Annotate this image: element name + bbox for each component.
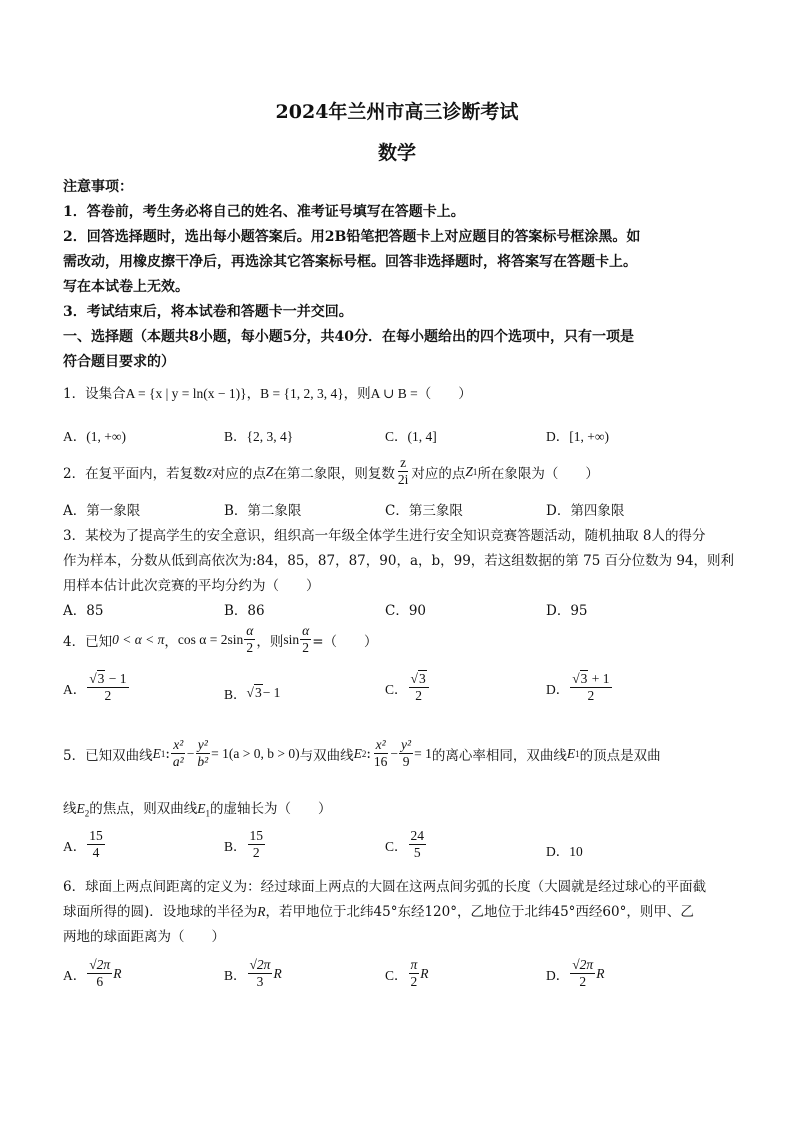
notice-item-2-end: 写在本试卷上无效。	[63, 279, 189, 295]
q5-a2: a²	[172, 754, 184, 770]
q4-a-rest: − 1	[105, 671, 127, 686]
q1-stem-a: 1．设集合	[63, 386, 126, 402]
q5-x2-b: x²	[374, 738, 388, 754]
q6-option-d[interactable]	[546, 958, 604, 989]
q4-option-a[interactable]	[63, 672, 130, 703]
notice-item-3: 3．考试结束后，将本试卷和答题卡一并交回。	[63, 304, 353, 320]
q4-a-root: 3	[97, 671, 105, 686]
section-heading: 一、选择题（本题共8小题，每小题5分，共40分．在每小题给出的四个选项中，只有一项是	[63, 329, 634, 345]
q4-option-d[interactable]	[546, 672, 613, 703]
q4-d-den: 2	[587, 688, 595, 704]
q4-d-fraction: $\frac{√3 + 1}{2}$	[572, 671, 610, 704]
q4-two-1: 2	[246, 640, 254, 656]
q5-option-a[interactable]	[63, 829, 106, 860]
q1-option-b[interactable]: B．{2, 3, 4}	[224, 429, 294, 444]
q5-e2-b: E	[76, 801, 85, 816]
q6-option-a[interactable]	[63, 958, 121, 989]
q4-sin: sin	[283, 631, 300, 647]
q5-option-d[interactable]	[546, 840, 583, 860]
q4-stem-b: ，	[164, 633, 178, 650]
q6-d-R: R	[596, 965, 605, 981]
q2-option-b[interactable]: B．第二象限	[224, 503, 302, 519]
q5-cond: = 1(a > 0, b > 0)	[211, 745, 300, 761]
q6-c-den: 2	[410, 974, 418, 990]
q6-d-label: D．	[546, 967, 570, 983]
q6-b-fraction	[248, 958, 273, 989]
notice-item-2-cont: 需改动，用橡皮擦干净后，再选涂其它答案标号框。回答非选择题时，将答案写在答题卡上。	[63, 254, 637, 270]
q2-z: z	[206, 463, 212, 479]
q2-fraction	[396, 456, 411, 487]
q6-option-b[interactable]	[224, 958, 282, 989]
notice-item-2: 2．回答选择题时，选出每小题答案后。用2B铅笔把答题卡上对应题目的答案标号框涂黑。如	[63, 229, 641, 245]
q6-a-den: 6	[96, 974, 104, 990]
q4-b-rest: − 1	[262, 685, 281, 700]
q4-a-fraction: $\frac{√3 - 1}{2}$	[89, 671, 127, 704]
q5-b-fraction	[248, 829, 266, 860]
q5-d-label: D．	[546, 844, 570, 859]
q6-d-fraction	[570, 958, 595, 989]
q5-sub2-b: 2	[84, 808, 90, 819]
q2-stem-b: 对应的点	[211, 465, 266, 482]
q1-stem-b: ，则	[343, 386, 371, 402]
q6-c-num: π	[409, 958, 420, 974]
notice-item-1: 1．答卷前，考生务必将自己的姓名、准考证号填写在答题卡上。	[63, 204, 465, 220]
question-4	[63, 624, 378, 655]
q4-stem-a: 4．已知	[63, 633, 113, 650]
q5-stem-d: 的顶点是双曲	[579, 747, 661, 764]
q5-d16: 16	[373, 754, 388, 770]
q1-set-a: A = {x | y = ln(x − 1)}	[125, 386, 247, 401]
q5-frac-x-a	[171, 738, 186, 769]
q4-half-alpha-1	[244, 624, 255, 655]
question-6-line-3: 两地的球面距离为（ ）	[63, 929, 225, 945]
question-1	[63, 382, 472, 402]
q5-line2-b: 的焦点，则双曲线	[89, 801, 198, 817]
q5-c-num: 24	[409, 829, 427, 845]
q2-stem-d: 对应的点	[411, 465, 466, 482]
q3-option-b[interactable]: B．86	[224, 603, 265, 619]
q6-a-label: A．	[63, 967, 87, 983]
q5-c-den: 5	[413, 845, 421, 861]
q4-b-label: B．	[224, 687, 247, 702]
q6-a-fraction	[87, 958, 112, 989]
q5-b2: b²	[197, 754, 209, 770]
q6-R: R	[257, 904, 266, 919]
q1-union: A ∪ B =	[370, 386, 418, 401]
q4-option-b[interactable]: B． √3 − 1	[224, 685, 281, 702]
q5-y2: y²	[196, 738, 210, 754]
exam-subject: 数学	[377, 142, 416, 164]
q6-d-den: 2	[579, 974, 587, 990]
q2-option-a[interactable]: A．第一象限	[63, 503, 141, 519]
q3-option-c[interactable]: C．90	[385, 603, 427, 619]
question-3: 3．某校为了提高学生的安全意识，组织高一年级全体学生进行安全知识竞赛答题活动，随机抽取 8人的得分	[63, 528, 706, 544]
q5-stem-b: 与双曲线	[299, 747, 354, 764]
q5-c-label: C．	[385, 838, 408, 854]
q5-b-den: 2	[252, 845, 260, 861]
q4-alpha-1: α	[244, 624, 255, 640]
q5-line2-c: 的虚轴长为（ ）	[210, 801, 332, 817]
q5-e2: E	[353, 745, 362, 761]
q2-point-z: Z	[265, 463, 274, 479]
q5-stem-a: 5．已知双曲线	[63, 747, 153, 764]
q6-b-R: R	[273, 965, 282, 981]
q2-point-z1: Z	[465, 463, 473, 479]
q4-eq-left: cos α = 2sin	[177, 631, 244, 647]
q2-stem-c: 在第二象限，则复数	[273, 465, 395, 482]
q5-eq1: = 1	[414, 745, 432, 761]
q4-a-label: A．	[63, 681, 87, 697]
q3-option-d[interactable]: D．95	[546, 603, 588, 619]
q5-x2: x²	[171, 738, 185, 754]
q5-e1-b: E	[566, 745, 576, 761]
q4-d-label: D．	[546, 681, 570, 697]
q5-frac-y-9	[399, 738, 413, 769]
q1-set-b: ，B = {1, 2, 3, 4}	[246, 386, 344, 401]
q4-c-den: 2	[415, 688, 422, 704]
question-2: 2．在复平面内，若复数 z 对应的点 Z 在第二象限，则复数 $\frac{z}{2i}$ 对应的点 Z 1 所在象限为（ ）	[63, 455, 599, 488]
q4-d-rest: + 1	[588, 671, 610, 686]
q4-d-root: 3	[580, 671, 588, 686]
q5-option-b[interactable]	[224, 829, 266, 860]
q6-c-R: R	[420, 965, 429, 981]
q4-c-label: C．	[385, 681, 408, 697]
q5-d9: 9	[402, 754, 410, 770]
q6-a-R: R	[113, 965, 122, 981]
q4-two-2: 2	[302, 640, 310, 656]
q6-c-label: C．	[385, 967, 408, 983]
q1-option-c[interactable]: C．(1, 4]	[385, 429, 437, 444]
q5-b-num: 15	[248, 829, 266, 845]
q6-line2-b: ，若甲地位于北纬45°东经120°，乙地位于北纬45°西经60°，则甲、乙	[265, 904, 694, 920]
q1-stem-c: （ ）	[417, 386, 472, 402]
q1-option-a[interactable]: A．(1, +∞)	[63, 429, 126, 444]
q5-b-label: B．	[224, 838, 247, 854]
q6-d-num: √2π	[570, 958, 595, 974]
q5-d-value: 10	[569, 844, 583, 859]
q2-option-c[interactable]: C．第三象限	[385, 503, 463, 519]
q2-frac-den: 2i	[397, 472, 409, 488]
q6-c-fraction	[409, 958, 420, 989]
q6-b-den: 3	[256, 974, 264, 990]
q1-option-d[interactable]: D．[1, +∞)	[546, 429, 609, 444]
q6-line2-a: 球面所得的圆)．设地球的半径为	[63, 904, 258, 920]
q4-c-root: 3	[418, 671, 426, 686]
q4-stem-c: ，则	[256, 633, 284, 650]
question-5-line-2	[63, 797, 332, 817]
q4-half-alpha-2	[300, 624, 311, 655]
q2-stem-e: 所在象限为（ ）	[477, 465, 599, 482]
q4-c-fraction: $\frac{√3}{2}$	[409, 672, 429, 703]
q6-option-c[interactable]	[385, 958, 429, 989]
q6-b-num: √2π	[248, 958, 273, 974]
q5-a-den: 4	[92, 845, 100, 861]
q5-frac-x-16	[372, 738, 390, 769]
question-6-line-2	[63, 900, 694, 920]
q5-e1-c: E	[197, 801, 206, 816]
q3-option-a[interactable]: A．85	[63, 603, 104, 619]
q2-frac-num: z	[398, 456, 408, 472]
q5-a-num: 15	[87, 829, 105, 845]
q4-range: 0 < α < π	[112, 631, 165, 647]
section-heading-cont: 符合题目要求的）	[63, 354, 175, 370]
q6-a-num: √2π	[87, 958, 112, 974]
q4-option-c[interactable]	[385, 672, 430, 703]
q5-stem-c: 的离心率相同，双曲线	[431, 747, 567, 764]
q5-e1: E	[152, 745, 161, 761]
exam-title: 2024年兰州市高三诊断考试	[275, 101, 519, 123]
question-3-line-3: 用样本估计此次竞赛的平均分约为（ ）	[63, 578, 320, 594]
question-6: 6．球面上两点间距离的定义为：经过球面上两点的大圆在这两点间劣弧的长度（大圆就是经过球心的平面截	[63, 879, 707, 895]
q5-a-label: A．	[63, 838, 87, 854]
q6-b-label: B．	[224, 967, 247, 983]
q2-stem-a: 2．在复平面内，若复数	[63, 465, 207, 482]
q5-c-fraction	[409, 829, 427, 860]
q5-option-c[interactable]	[385, 829, 427, 860]
q5-y2-b: y²	[399, 738, 413, 754]
q2-option-d[interactable]: D．第四象限	[546, 503, 625, 519]
q5-frac-y-b	[195, 738, 210, 769]
q4-a-den: 2	[104, 688, 112, 704]
q5-sub1-c: 1	[205, 808, 210, 819]
q4-alpha-2: α	[300, 624, 311, 640]
q5-a-fraction	[87, 829, 105, 860]
question-5: 5．已知双曲线 E 1 : $\frac{\text{x²}}{\text{a²}}$ − $\frac{\text{y²}}{\text{b²}}$ = 1(a > 0, b > 0) 与双曲线 E 2 : $\frac{\text{x²}}{16}$ − $\frac{\text{y²}}{9}$ = 1 的离心率相同，双曲线 E 1 的顶点是双曲	[63, 737, 661, 770]
q4-stem-d: =（ ）	[312, 633, 378, 650]
question-3-line-2: 作为样本，分数从低到高依次为:84，85，87，87，90，a，b，99，若这组数据的第 75 百分位数为 94，则利	[63, 553, 735, 569]
q5-line2-a: 线	[63, 801, 77, 817]
q4-b-root: 3	[254, 685, 262, 700]
notice-heading: 注意事项：	[63, 179, 133, 195]
